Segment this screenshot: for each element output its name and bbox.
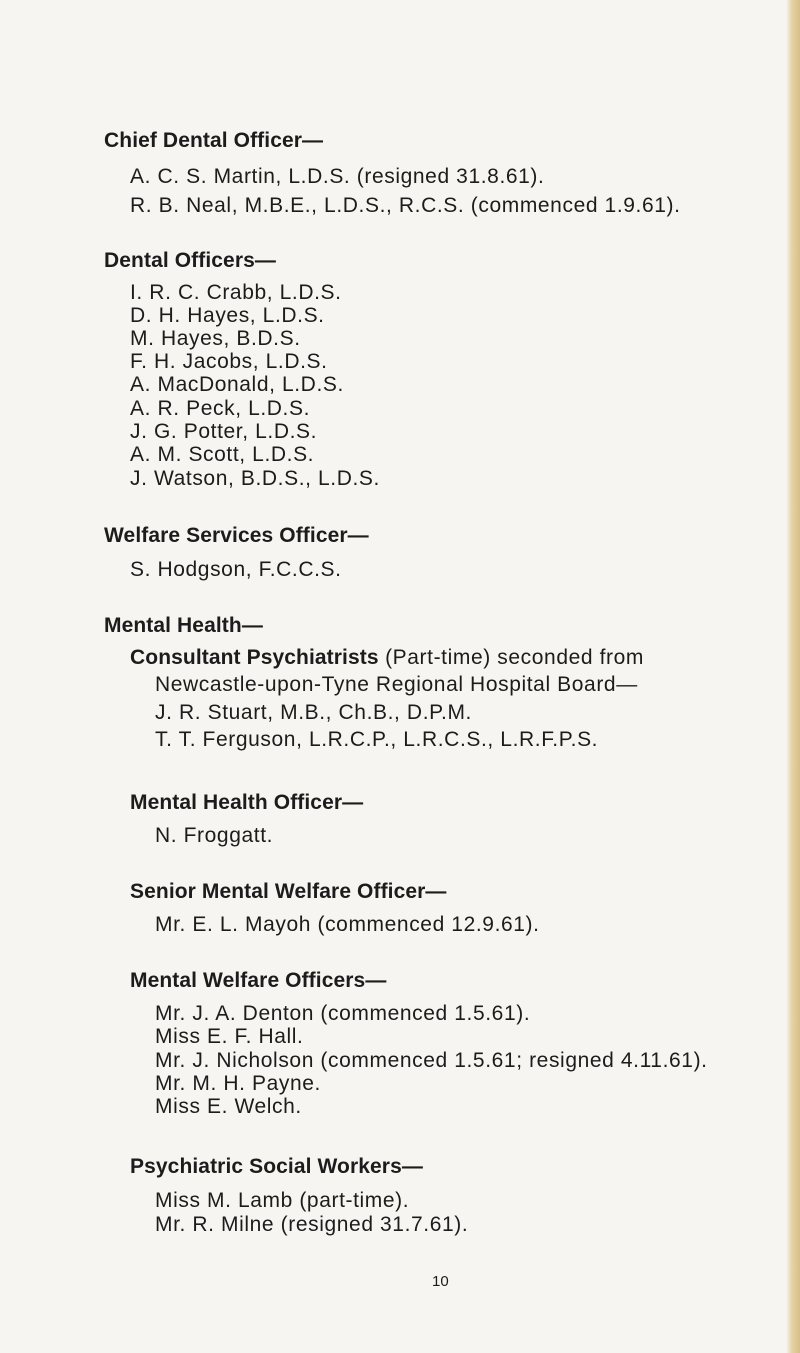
dental-officer-entry: A. R. Peck, L.D.S. xyxy=(130,397,311,420)
mental-welfare-officer-entry: Mr. J. A. Denton (commenced 1.5.61). xyxy=(155,1002,531,1025)
consultant-psychiatrists-board: Newcastle-upon-Tyne Regional Hospital Board— xyxy=(155,673,638,696)
senior-mental-welfare-officer-heading: Senior Mental Welfare Officer— xyxy=(130,880,447,903)
senior-mental-welfare-officer-entry: Mr. E. L. Mayoh (commenced 12.9.61). xyxy=(155,913,540,936)
consultant-psychiatrist-entry: T. T. Ferguson, L.R.C.P., L.R.C.S., L.R.F.P.S. xyxy=(155,728,599,751)
dental-officer-entry: D. H. Hayes, L.D.S. xyxy=(130,304,325,327)
mental-health-officer-heading: Mental Health Officer— xyxy=(130,791,364,814)
consultant-psychiatrist-entry: J. R. Stuart, M.B., Ch.B., D.P.M. xyxy=(155,701,472,724)
mental-welfare-officers-heading: Mental Welfare Officers— xyxy=(130,969,387,992)
mental-welfare-officer-entry: Miss E. F. Hall. xyxy=(155,1025,304,1048)
consultant-psychiatrists-note: (Part-time) seconded from xyxy=(378,646,644,669)
page-number: 10 xyxy=(432,1273,449,1290)
mental-welfare-officer-entry: Mr. J. Nicholson (commenced 1.5.61; resigned 4.11.61). xyxy=(155,1049,708,1072)
chief-dental-officer-heading: Chief Dental Officer— xyxy=(104,129,324,152)
psychiatric-social-worker-entry: Mr. R. Milne (resigned 31.7.61). xyxy=(155,1213,469,1236)
dental-officer-entry: A. MacDonald, L.D.S. xyxy=(130,373,344,396)
mental-welfare-officer-entry: Mr. M. H. Payne. xyxy=(155,1072,321,1095)
mental-welfare-officer-entry: Miss E. Welch. xyxy=(155,1095,302,1118)
dental-officers-heading: Dental Officers— xyxy=(104,249,276,272)
mental-health-officer-entry: N. Froggatt. xyxy=(155,824,274,847)
dental-officer-entry: A. M. Scott, L.D.S. xyxy=(130,443,315,466)
dental-officer-entry: J. G. Potter, L.D.S. xyxy=(130,420,318,443)
mental-health-heading: Mental Health— xyxy=(104,614,263,637)
chief-dental-officer-entry: R. B. Neal, M.B.E., L.D.S., R.C.S. (commenced 1.9.61). xyxy=(130,194,681,217)
consultant-psychiatrists-title: Consultant Psychiatrists xyxy=(130,646,379,669)
psychiatric-social-worker-entry: Miss M. Lamb (part-time). xyxy=(155,1189,410,1212)
dental-officer-entry: J. Watson, B.D.S., L.D.S. xyxy=(130,467,380,490)
dental-officer-entry: F. H. Jacobs, L.D.S. xyxy=(130,350,328,373)
chief-dental-officer-entry: A. C. S. Martin, L.D.S. (resigned 31.8.61). xyxy=(130,165,545,188)
psychiatric-social-workers-heading: Psychiatric Social Workers— xyxy=(130,1155,423,1178)
dental-officer-entry: M. Hayes, B.D.S. xyxy=(130,327,301,350)
welfare-services-officer-heading: Welfare Services Officer— xyxy=(104,524,369,547)
welfare-services-officer-entry: S. Hodgson, F.C.C.S. xyxy=(130,558,342,581)
dental-officer-entry: I. R. C. Crabb, L.D.S. xyxy=(130,281,342,304)
consultant-psychiatrists-heading xyxy=(130,646,644,670)
